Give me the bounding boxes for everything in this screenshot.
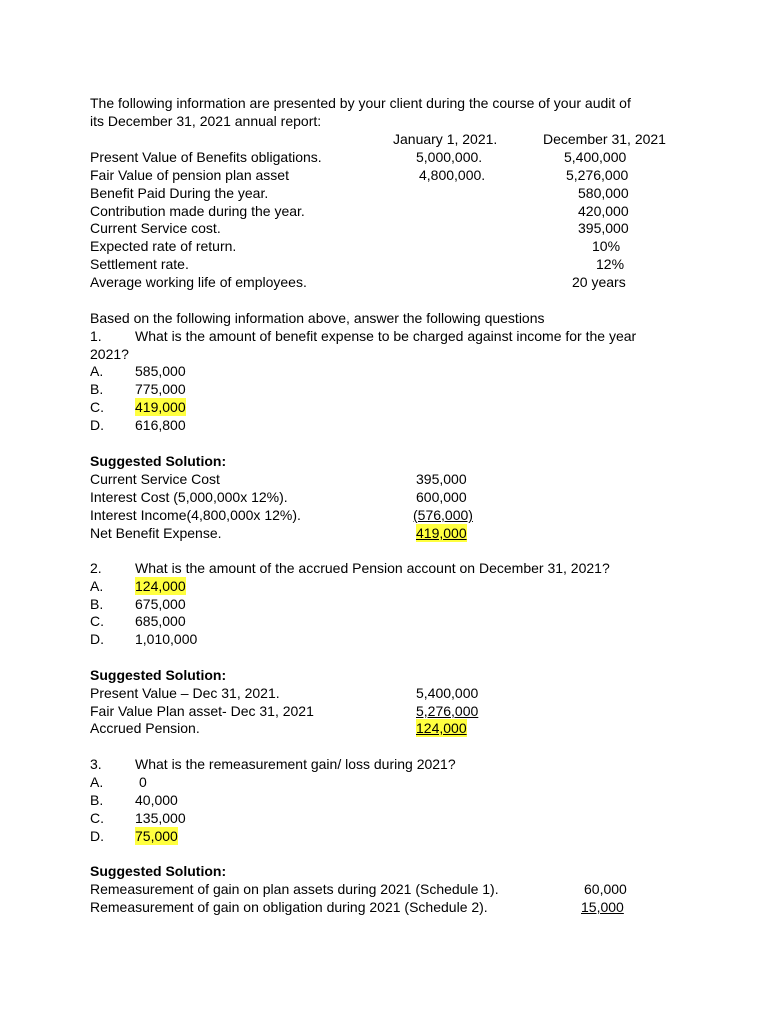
option-letter: A. xyxy=(90,363,104,379)
option-letter: D. xyxy=(90,631,104,647)
option-value: 1,010,000 xyxy=(135,631,198,647)
option-value: 675,000 xyxy=(135,596,186,612)
info-row-dec: 5,400,000 xyxy=(564,149,627,165)
column-header-jan: January 1, 2021. xyxy=(393,131,498,147)
info-row-label: Present Value of Benefits obligations. xyxy=(90,149,322,165)
solution-total-highlight: 124,000 xyxy=(416,720,467,736)
option-letter: C. xyxy=(90,399,104,415)
question-text: What is the remeasurement gain/ loss during 2021? xyxy=(135,756,456,772)
option-value: 775,000 xyxy=(135,381,186,397)
solution-title: Suggested Solution: xyxy=(90,453,227,469)
option-value: 135,000 xyxy=(135,810,186,826)
intro-line-1: The following information are presented by your client during the course of your audit of xyxy=(90,95,631,111)
solution-row-label: Current Service Cost xyxy=(90,471,220,487)
info-row-label: Settlement rate. xyxy=(90,256,189,272)
option-value: 685,000 xyxy=(135,613,186,629)
solution-row-label: Remeasurement of gain on plan assets during 2021 (Schedule 1). xyxy=(90,881,499,897)
solution-row-value: 60,000 xyxy=(584,881,627,897)
info-row-dec: 580,000 xyxy=(578,185,629,201)
solution-row-label: Accrued Pension. xyxy=(90,720,200,736)
option-value: 40,000 xyxy=(135,792,178,808)
option-letter: D. xyxy=(90,417,104,433)
solution-row-label: Interest Income(4,800,000x 12%). xyxy=(90,507,301,523)
solution-row-label: Present Value – Dec 31, 2021. xyxy=(90,685,280,701)
option-letter: B. xyxy=(90,792,104,808)
option-letter: B. xyxy=(90,596,104,612)
option-value-correct-highlight: 75,000 xyxy=(135,828,178,844)
option-letter: C. xyxy=(90,613,104,629)
option-value: 585,000 xyxy=(135,363,186,379)
solution-row-label: Remeasurement of gain on obligation during 2021 (Schedule 2). xyxy=(90,899,488,915)
solution-total-highlight: 419,000 xyxy=(416,525,467,541)
info-row-label: Benefit Paid During the year. xyxy=(90,185,269,201)
info-row-label: Expected rate of return. xyxy=(90,238,237,254)
question-text-continued: 2021? xyxy=(90,346,129,362)
option-value: 616,800 xyxy=(135,417,186,433)
question-text: What is the amount of the accrued Pension account on December 31, 2021? xyxy=(135,560,610,576)
info-row-dec: 10% xyxy=(592,238,621,254)
option-letter: D. xyxy=(90,828,104,844)
info-row-label: Fair Value of pension plan asset xyxy=(90,167,289,183)
info-row-dec: 395,000 xyxy=(578,220,629,236)
intro-line-2: its December 31, 2021 annual report: xyxy=(90,113,322,129)
option-value-correct-highlight: 124,000 xyxy=(135,578,186,594)
option-letter: C. xyxy=(90,810,104,826)
solution-title: Suggested Solution: xyxy=(90,863,227,879)
column-header-dec: December 31, 2021 xyxy=(543,131,666,147)
solution-row-value-underlined: 5,276,000 xyxy=(416,703,479,719)
instructions-line: Based on the following information above, answer the following questions xyxy=(90,310,545,326)
option-value-correct-highlight: 419,000 xyxy=(135,399,186,415)
question-number: 3. xyxy=(90,756,102,772)
info-row-dec: 5,276,000 xyxy=(566,167,629,183)
info-row-label: Contribution made during the year. xyxy=(90,203,305,219)
solution-row-label: Net Benefit Expense. xyxy=(90,525,222,541)
solution-title: Suggested Solution: xyxy=(90,667,227,683)
solution-row-value: 395,000 xyxy=(416,471,467,487)
solution-row-value-underlined: 15,000 xyxy=(581,899,624,915)
option-letter: B. xyxy=(90,381,104,397)
solution-row-value-underlined: (576,000) xyxy=(413,507,473,523)
solution-row-value: 5,400,000 xyxy=(416,685,479,701)
info-row-dec: 420,000 xyxy=(578,203,629,219)
question-number: 2. xyxy=(90,560,102,576)
option-value: 0 xyxy=(139,774,147,790)
solution-row-label: Interest Cost (5,000,000x 12%). xyxy=(90,489,288,505)
info-row-dec: 12% xyxy=(596,256,625,272)
option-letter: A. xyxy=(90,774,104,790)
option-letter: A. xyxy=(90,578,104,594)
info-row-label: Average working life of employees. xyxy=(90,274,307,290)
info-row-jan: 5,000,000. xyxy=(416,149,483,165)
solution-row-label: Fair Value Plan asset- Dec 31, 2021 xyxy=(90,703,314,719)
question-text: What is the amount of benefit expense to be charged against income for the year xyxy=(135,328,637,344)
solution-row-value: 600,000 xyxy=(416,489,467,505)
question-number: 1. xyxy=(90,328,102,344)
info-row-label: Current Service cost. xyxy=(90,220,221,236)
info-row-dec: 20 years xyxy=(572,274,626,290)
info-row-jan: 4,800,000. xyxy=(419,167,486,183)
